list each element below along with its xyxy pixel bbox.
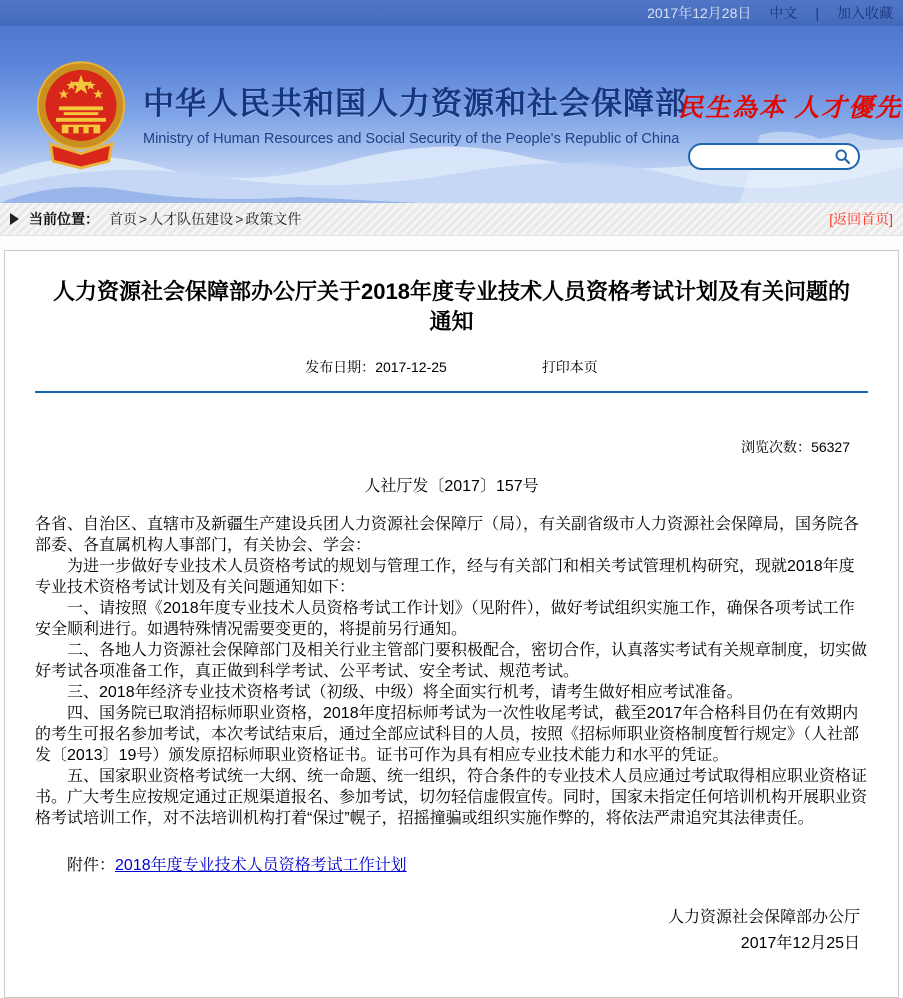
slogan-calligraphy: 民生為本 人才優先 xyxy=(678,95,903,122)
article-meta-row xyxy=(35,357,868,377)
article-paragraph: 一、请按照《2018年度专业技术人员资格考试工作计划》（见附件），做好考试组织实施工作，确保各项考试工作安全顺利进行。如遇特殊情况需要变更的，将提前另行通知。 xyxy=(35,600,855,638)
breadcrumb-item-policy[interactable]: 政策文件 xyxy=(245,211,302,227)
topbar-separator: | xyxy=(815,5,819,21)
back-home-link[interactable]: [返回首页] xyxy=(829,211,893,227)
article-container xyxy=(4,250,899,998)
article-body xyxy=(35,514,868,829)
site-title-chinese: 中华人民共和国人力资源和社会保障部 xyxy=(143,86,687,121)
print-page-button[interactable]: 打印本页 xyxy=(541,359,598,375)
article-paragraph: 五、国家职业资格考试统一大纲、统一命题、统一组织，符合条件的专业技术人员应通过考试取得相应职业资格证书。广大考生应按规定通过正规渠道报名、参加考试，切勿轻信虚假宣传。同时，国家未指定任何培训机构开展职业资格考试培训工作，对不法培训机构打着“保过”幌子，招摇撞骗或组织实施作弊的，将依法严肃追究其法律责任。 xyxy=(35,768,868,827)
breadcrumb-separator: > xyxy=(235,211,244,227)
site-title-block xyxy=(143,78,687,147)
national-emblem-logo xyxy=(33,58,129,174)
publish-date-value: 2017-12-25 xyxy=(375,359,447,375)
current-date: 2017年12月28日 xyxy=(647,5,752,21)
add-favorite-link[interactable]: 加入收藏 xyxy=(837,5,893,21)
search-input[interactable] xyxy=(697,147,834,167)
search-icon[interactable] xyxy=(834,148,851,165)
document-number: 人社厅发〔2017〕157号 xyxy=(364,478,539,495)
article-paragraph: 为进一步做好专业技术人员资格考试的规划与管理工作，经与有关部门和相关考试管理机构研究，现就2018年度专业技术资格考试计划及有关问题通知如下： xyxy=(35,558,855,596)
title-divider-line xyxy=(35,391,868,393)
article-paragraph: 各省、自治区、直辖市及新疆生产建设兵团人力资源社会保障厅（局），有关副省级市人力资源社会保障局，国务院各部委、各直属机构人事部门，有关协会、学会： xyxy=(35,516,860,554)
breadcrumb xyxy=(0,203,903,236)
signature-block xyxy=(35,905,868,957)
language-link[interactable]: 中文 xyxy=(769,5,798,21)
top-utility-bar xyxy=(0,0,903,26)
attachment-link[interactable]: 2018年度专业技术人员资格考试工作计划 xyxy=(115,857,407,874)
breadcrumb-item-talent[interactable]: 人才队伍建设 xyxy=(149,211,234,227)
breadcrumb-arrow-icon xyxy=(10,213,19,225)
publish-date xyxy=(305,357,447,377)
view-count-label: 浏览次数： xyxy=(741,439,812,455)
attachment-label: 附件： xyxy=(67,857,116,874)
signature-office: 人力资源社会保障部办公厅 xyxy=(667,909,860,926)
breadcrumb-label: 当前位置： xyxy=(29,211,99,227)
breadcrumb-separator: > xyxy=(139,211,148,227)
article-paragraph: 四、国务院已取消招标师职业资格，2018年度招标师考试为一次性收尾考试，截至2017年合格科目仍在有效期内的考生可报名参加考试，本次考试结束后，通过全部应试科目的人员，按照《招标师职业资格制度暂行规定》（人社部发〔2013〕19号）颁发原招标师职业资格证书。证书可作为具有相应专业技术能力和水平的凭证。 xyxy=(35,705,860,764)
site-title-english: Ministry of Human Resources and Social Security of the People's Republic of China xyxy=(143,131,680,147)
article-paragraph: 二、各地人力资源社会保障部门及相关行业主管部门要积极配合，密切合作，认真落实考试有关规章制度，切实做好考试各项准备工作，真正做到科学考试、公平考试、安全考试、规范考试。 xyxy=(35,642,868,680)
breadcrumb-item-home[interactable]: 首页 xyxy=(109,211,137,227)
publish-date-label: 发布日期： xyxy=(305,359,376,375)
site-banner xyxy=(0,26,903,203)
signature-date: 2017年12月25日 xyxy=(740,935,860,952)
article-title: 人力资源社会保障部办公厅关于2018年度专业技术人员资格考试计划及有关问题的通知 xyxy=(53,279,850,334)
search-box[interactable] xyxy=(688,143,860,170)
view-count-value: 56327 xyxy=(811,439,850,455)
view-count xyxy=(35,437,868,457)
attachment-row xyxy=(35,852,868,875)
article-paragraph: 三、2018年经济专业技术资格考试（初级、中级）将全面实行机考，请考生做好相应考试准备。 xyxy=(67,684,743,701)
